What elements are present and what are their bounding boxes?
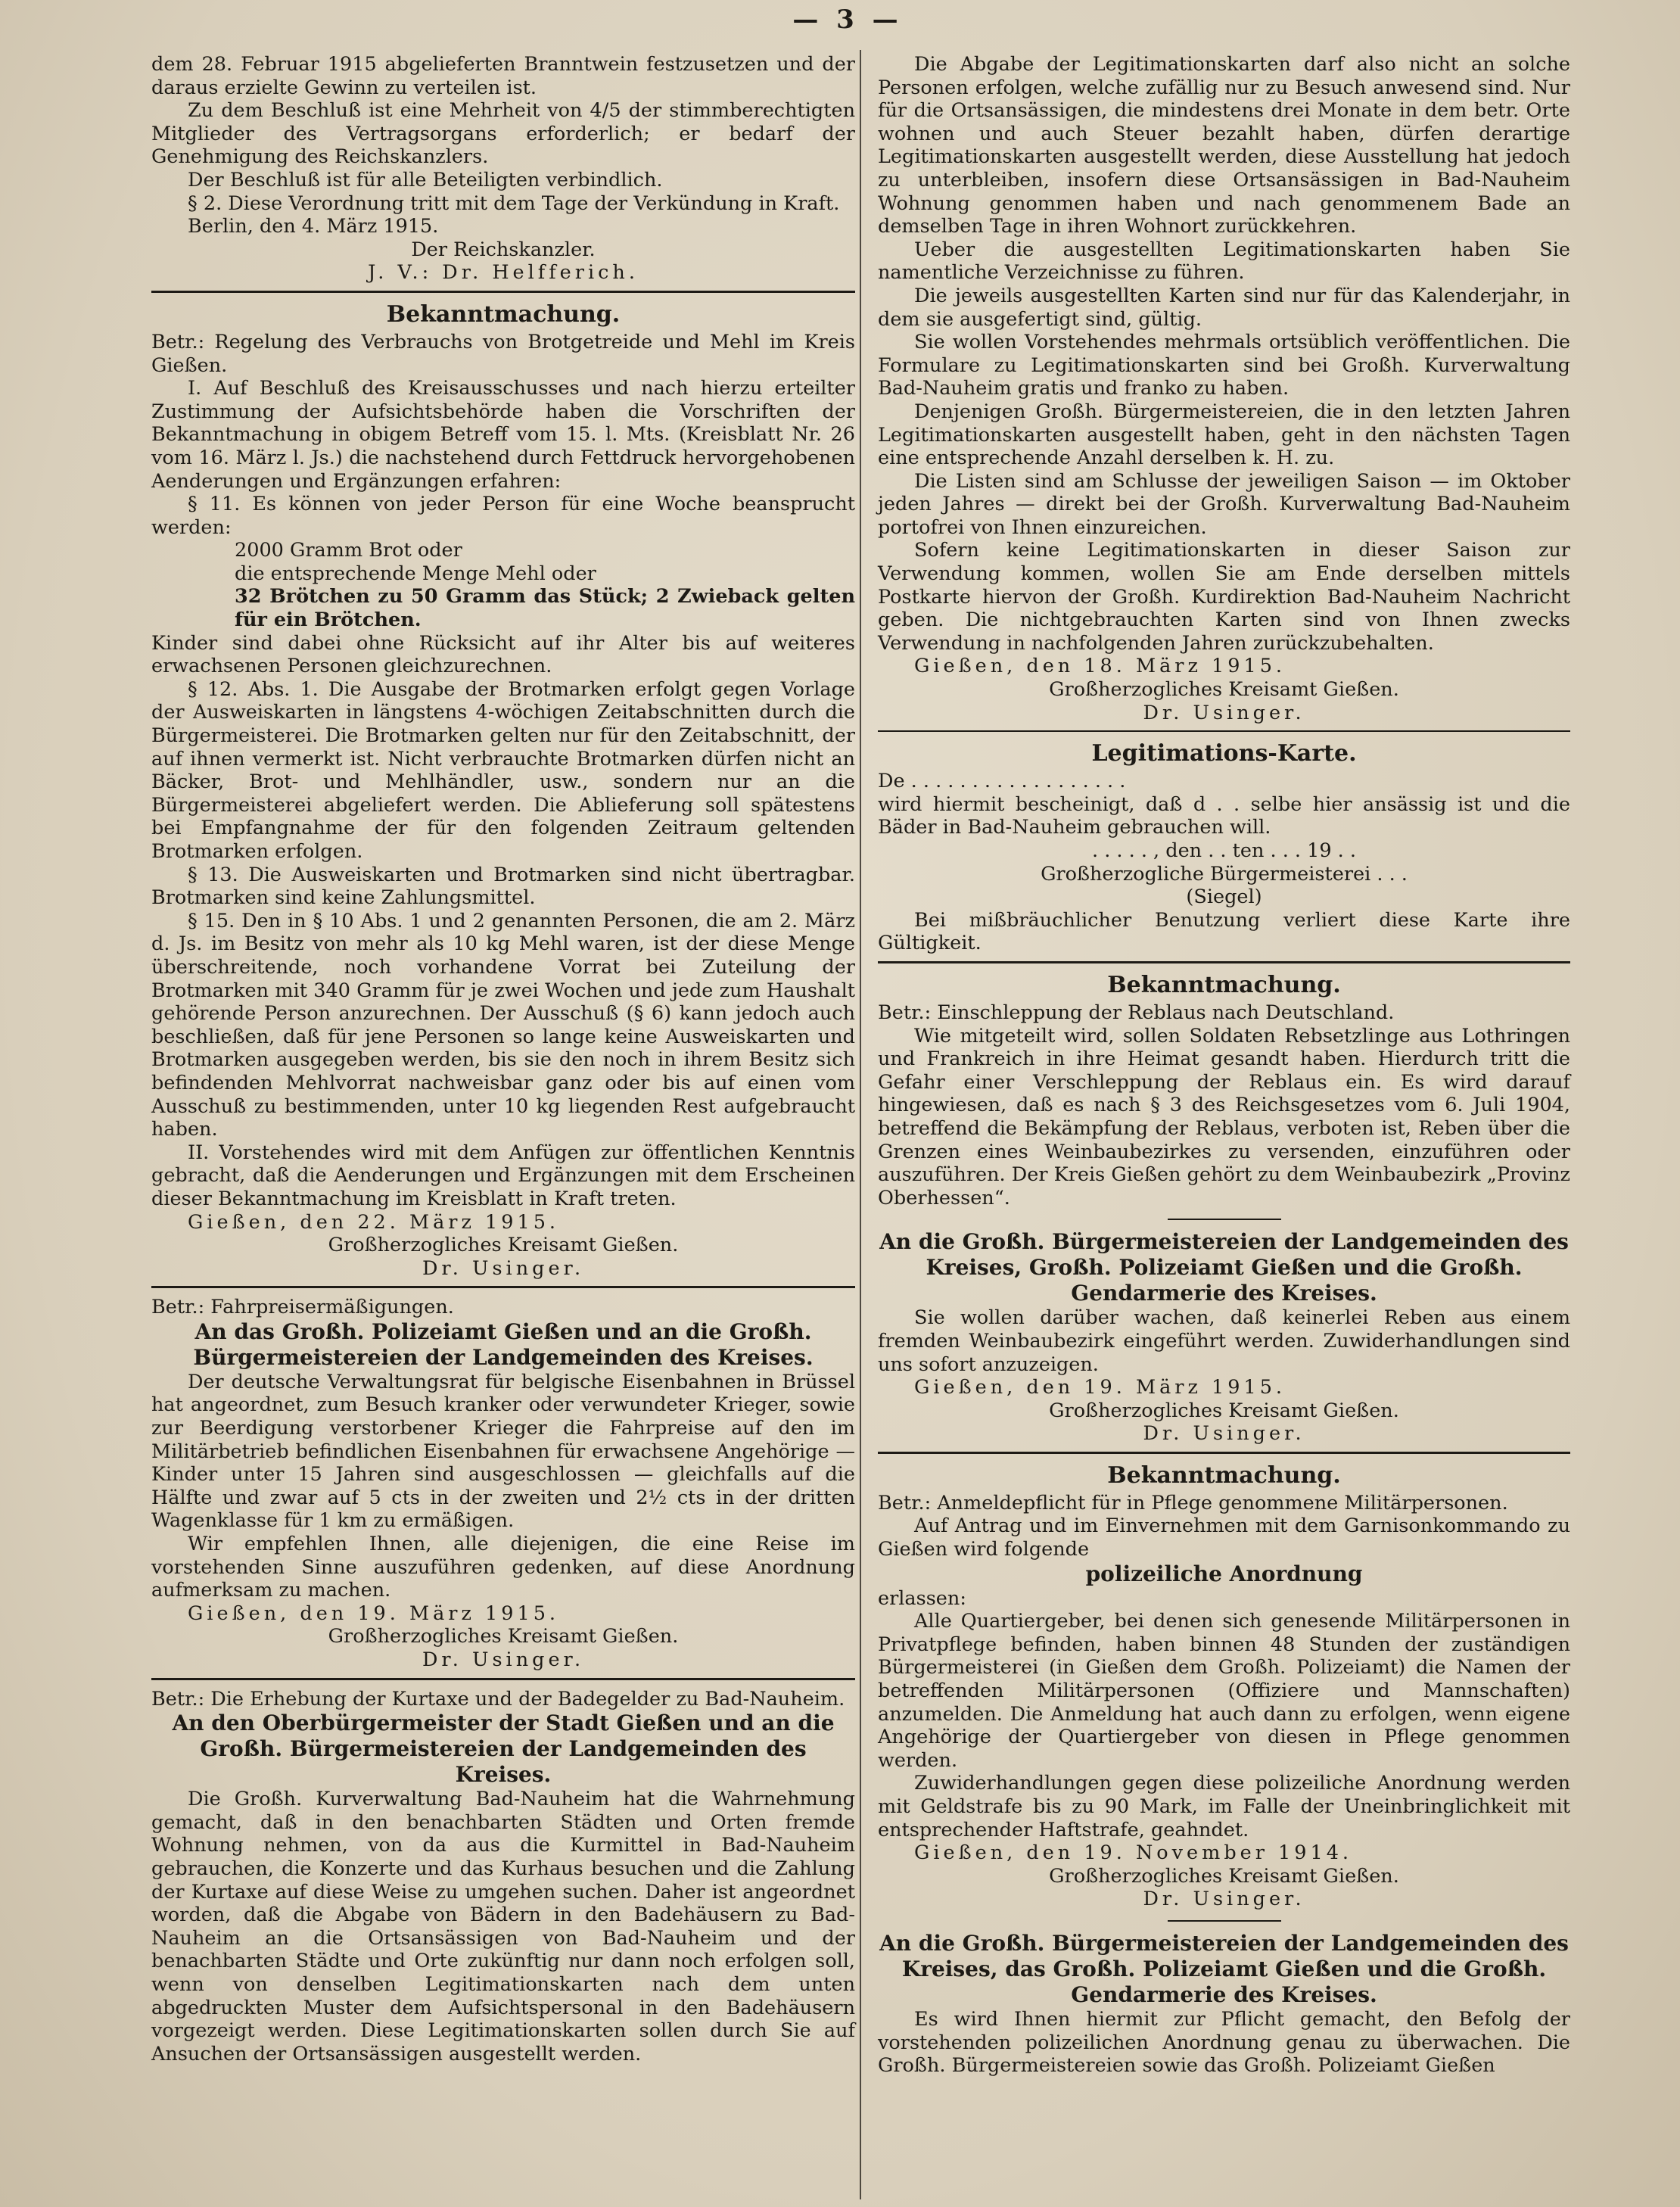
announcement-text: Der deutsche Verwaltungsrat für belgische Eisenbahnen in Brüssel hat angeordnet, zum Besuch kranker oder verwundeter Krieger, sowie zur Beerdigung verstorbener Krieger die Fahrpreise auf den im Militärbetrieb befindlichen Eisenbahnen für erwachsene Angehörige — Kinder unter 15 Jahren sind ausgeschlossen — gleichfalls auf die Hälfte und zwar auf 5 cts in der zweiten und 2½ cts in der dritten Wagenklasse für 1 km zu ermäßigen. — [151, 1370, 855, 1533]
signature-name: Dr. Usinger. — [422, 1256, 585, 1280]
ration-line: die entsprechende Menge Mehl oder — [235, 562, 596, 585]
card-line: Großherzogliche Bürgermeisterei . . . — [1041, 862, 1408, 886]
place-date: Gießen, den 22. März 1915. — [188, 1210, 560, 1234]
ration-line: 32 Brötchen zu 50 Gramm das Stück; 2 Zwieback gelten für ein Brötchen. — [235, 585, 855, 632]
addressee-heading: An den Oberbürgermeister der Stadt Gießen und an die Großh. Bürgermeistereien der Landgemeinden des Kreises. — [172, 1711, 835, 1788]
section-rule — [878, 1452, 1570, 1454]
announcement-text: Wie mitgeteilt wird, sollen Soldaten Rebsetzlinge aus Lothringen und Frankreich in ihre Heimat gesandt haben. Hierdurch tritt die Gefahr einer Verschleppung der Reblaus ein. Es wird darauf hingewiesen, daß es nach § 3 des Reichsgesetzes vom 6. Juli 1904, betreffend die Bekämpfung der Reblaus, verboten ist, Reben über die Grenzen eines Weinbaubezirkes zu versenden, einzuführen oder auszuführen. Der Kreis Gießen gehört zu dem Weinbaubezirk „Provinz Oberhessen“. — [878, 1024, 1570, 1209]
column-divider — [860, 50, 861, 2199]
signature-office: Großherzogliches Kreisamt Gießen. — [1049, 1399, 1399, 1422]
announcement-text: Alle Quartiergeber, bei denen sich genesende Militärpersonen in Privatpflege befinden, haben binnen 48 Stunden der zuständigen Bürgermeisterei (in Gießen dem Großh. Polizeiamt) die Namen der betreffenden Militärpersonen (Offiziere und Mannschaften) anzumelden. Die Anmeldung hat auch dann zu erfolgen, wenn eigene Angehörige der Quartiergeber von diesen in Pflege genommen werden. — [878, 1610, 1570, 1772]
card-line: wird hiermit bescheinigt, daß d . . selbe hier ansässig ist und die Bäder in Bad-Nauheim gebrauchen will. — [878, 792, 1570, 839]
signature-office: Großherzogliches Kreisamt Gießen. — [1049, 1864, 1399, 1888]
announcement-text: § 13. Die Ausweiskarten und Brotmarken sind nicht übertragbar. Brotmarken sind keine Zahlungsmittel. — [151, 863, 855, 910]
announcement-text: Denjenigen Großh. Bürgermeistereien, die in den letzten Jahren Legitimationskarten ausgestellt haben, geht in den nächsten Tagen eine entsprechende Anzahl derselben k. H. zu. — [878, 400, 1570, 470]
announcement-subject: Betr.: Regelung des Verbrauchs von Brotgetreide und Mehl im Kreis Gießen. — [151, 330, 855, 377]
announcement-subject: Betr.: Die Erhebung der Kurtaxe und der Badegelder zu Bad-Nauheim. — [151, 1687, 845, 1711]
card-heading: Legitimations-Karte. — [1091, 740, 1357, 767]
section-rule — [151, 291, 855, 293]
announcement-text: Sofern keine Legitimationskarten in dieser Saison zur Verwendung kommen, wollen Sie am Ende derselben mittels Postkarte hiervon der Großh. Kurdirektion Bad-Nauheim Nachricht geben. Die nichtgebrauchten Karten sind von Ihnen zwecks Verwendung in nachfolgenden Jahren zurückzubehalten. — [878, 539, 1570, 655]
announcement-text: § 11. Es können von jeder Person für eine Woche beansprucht werden: — [151, 493, 855, 539]
signature-name: Dr. Usinger. — [422, 1648, 585, 1671]
signature-name: Dr. Usinger. — [1143, 701, 1305, 724]
place-date: Gießen, den 19. März 1915. — [188, 1602, 560, 1625]
short-rule — [1168, 1219, 1281, 1220]
page-number: — 3 — — [792, 5, 903, 35]
opening-text-3: Der Beschluß ist für alle Beteiligten verbindlich. — [188, 168, 663, 191]
announcement-text: § 15. Den in § 10 Abs. 1 und 2 genannten Personen, die am 2. März d. Js. im Besitz von mehr als 10 kg Mehl waren, ist der diese Menge überschreitende, noch vorhandene Vorrat bei Zuteilung der Brotmarken mit 340 Gramm für je zwei Wochen und jede zum Haushalt gehörende Person anzurechnen. Der Ausschuß (§ 6) kann jedoch auch beschließen, daß für jene Personen so lange keine Ausweiskarten und Brotmarken ausgegeben werden, bis sie den noch in ihrem Besitz sich befindenden Mehlvorrat nachweisbar ganz oder bis auf einen vom Ausschuß zu bestimmenden, unter 10 kg liegenden Rest aufgebraucht haben. — [151, 909, 855, 1141]
announcement-text: erlassen: — [878, 1586, 966, 1610]
announcement-text: § 12. Abs. 1. Die Ausgabe der Brotmarken erfolgt gegen Vorlage der Ausweiskarten in längstens 4-wöchigen Zeitabschnitten durch die Bürgermeisterei. Die Brotmarken gelten nur für den Zeitabschnitt, der auf ihnen vermerkt ist. Nicht verbrauchte Brotmarken dürfen nicht an Bäcker, Brot- und Mehlhändler, usw., sondern nur an die Bürgermeisterei abgeliefert werden. Die Ablieferung soll spätestens bei Empfangnahme der für den folgenden Zeitraum geltenden Brotmarken erfolgen. — [151, 677, 855, 863]
signature-office: Großherzogliches Kreisamt Gießen. — [328, 1234, 679, 1257]
place-date: Gießen, den 19. März 1915. — [914, 1376, 1286, 1399]
announcement-text: Wir empfehlen Ihnen, alle diejenigen, die eine Reise im vorstehenden Sinne auszuführen gedenken, auf diese Anordnung aufmerksam zu machen. — [151, 1533, 855, 1602]
announcement-subject: Betr.: Fahrpreisermäßigungen. — [151, 1296, 454, 1319]
announcement-text: Es wird Ihnen hiermit zur Pflicht gemacht, den Befolg der vorstehenden polizeilichen Anordnung genau zu überwachen. Die Großh. Bürgermeistereien sowie das Großh. Polizeiamt Gießen — [878, 2007, 1570, 2078]
opening-text-1: dem 28. Februar 1915 abgelieferten Branntwein festzusetzen und der daraus erzielte Gewinn zu verteilen ist. — [151, 53, 855, 99]
opening-signature-title: Der Reichskanzler. — [411, 238, 596, 261]
ration-line: 2000 Gramm Brot oder — [235, 539, 462, 562]
announcement-text: Kinder sind dabei ohne Rücksicht auf ihr Alter bis auf weiteres erwachsenen Personen gleichzurechnen. — [151, 631, 855, 678]
opening-text-4: § 2. Diese Verordnung tritt mit dem Tage der Verkündung in Kraft. — [188, 191, 840, 215]
signature-name: Dr. Usinger. — [1143, 1888, 1305, 1911]
left-column — [151, 53, 855, 2065]
ordinance-heading: polizeiliche Anordnung — [1085, 1561, 1363, 1586]
announcement-text: Sie wollen darüber wachen, daß keinerlei Reben aus einem fremden Weinbaubezirk eingeführt werden. Zuwiderhandlungen sind uns sofort anzuzeigen. — [878, 1306, 1570, 1376]
right-column — [878, 53, 1570, 2078]
signature-name: Dr. Usinger. — [1143, 1422, 1305, 1446]
addressee-heading: An die Großh. Bürgermeistereien der Landgemeinden des Kreises, Großh. Polizeiamt Gießen und die Großh. Gendarmerie des Kreises. — [879, 1229, 1569, 1306]
short-rule — [1168, 1920, 1281, 1922]
announcement-subject: Betr.: Anmeldepflicht für in Pflege genommene Militärpersonen. — [878, 1491, 1508, 1514]
signature-office: Großherzogliches Kreisamt Gießen. — [1049, 678, 1399, 702]
announcement-heading: Bekanntmachung. — [1107, 971, 1341, 998]
card-line: . . . . . , den . . ten . . . 19 . . — [1091, 839, 1356, 862]
opening-place-date: Berlin, den 4. März 1915. — [188, 215, 439, 238]
place-date: Gießen, den 19. November 1914. — [914, 1841, 1353, 1865]
section-rule — [878, 961, 1570, 963]
announcement-heading: Bekanntmachung. — [386, 300, 621, 328]
announcement-text: Ueber die ausgestellten Legitimationskarten haben Sie namentliche Verzeichnisse zu führen. — [878, 238, 1570, 285]
announcement-text: I. Auf Beschluß des Kreisausschusses und nach hierzu erteilter Zustimmung der Aufsichtsbehörde haben die Vorschriften der Bekanntmachung in obigem Betreff vom 15. l. Mts. (Kreisblatt Nr. 26 vom 16. März l. Js.) die nachstehend durch Fettdruck hervorgehobenen Aenderungen und Ergänzungen erfahren: — [151, 377, 855, 493]
announcement-subject: Betr.: Einschleppung der Reblaus nach Deutschland. — [878, 1001, 1395, 1024]
announcement-text: Die jeweils ausgestellten Karten sind nur für das Kalenderjahr, in dem sie ausgefertigt sind, gültig. — [878, 284, 1570, 331]
place-date: Gießen, den 18. März 1915. — [914, 655, 1286, 678]
announcement-text: Zuwiderhandlungen gegen diese polizeiliche Anordnung werden mit Geldstrafe bis zu 90 Mark, im Falle der Uneinbringlichkeit mit entsprechender Haftstrafe, geahndet. — [878, 1772, 1570, 1841]
section-rule — [878, 730, 1570, 732]
addressee-heading: An das Großh. Polizeiamt Gießen und an die Großh. Bürgermeistereien der Landgemeinden des Kreises. — [193, 1318, 814, 1370]
announcement-text: Auf Antrag und im Einvernehmen mit dem Garnisonkommando zu Gießen wird folgende — [878, 1514, 1570, 1561]
addressee-heading: An die Großh. Bürgermeistereien der Landgemeinden des Kreises, das Großh. Polizeiamt Gießen und die Großh. Gendarmerie des Kreises. — [879, 1930, 1569, 2007]
announcement-heading: Bekanntmachung. — [1107, 1461, 1341, 1489]
section-rule — [151, 1286, 855, 1288]
card-line: Bei mißbräuchlicher Benutzung verliert diese Karte ihre Gültigkeit. — [878, 908, 1570, 955]
card-line: De . . . . . . . . . . . . . . . . . . — [878, 770, 1126, 793]
signature-office: Großherzogliches Kreisamt Gießen. — [328, 1625, 679, 1648]
opening-text-2: Zu dem Beschluß ist eine Mehrheit von 4/5 der stimmberechtigten Mitglieder des Vertragsorgans erforderlich; er bedarf der Genehmigung des Reichskanzlers. — [151, 99, 855, 169]
announcement-text: Die Abgabe der Legitimationskarten darf also nicht an solche Personen erfolgen, welche zufällig nur zu Besuch anwesend sind. Nur für die Ortsansässigen, die mindestens drei Monate in dem betr. Orte wohnen und auch Steuer bezahlt haben, dürfen derartige Legitimationskarten ausgestellt werden, diese Ausstellung hat jedoch zu unterbleiben, insofern diese Ortsansässigen in Bad-Nauheim Wohnung genommen haben und nach genommenem Bade an demselben Tage in ihren Wohnort zurückkehren. — [878, 53, 1570, 238]
announcement-text: II. Vorstehendes wird mit dem Anfügen zur öffentlichen Kenntnis gebracht, daß die Aenderungen und Ergänzungen mit dem Erscheinen dieser Bekanntmachung im Kreisblatt in Kraft treten. — [151, 1141, 855, 1210]
opening-signature-name: J. V.: Dr. Helfferich. — [368, 261, 639, 285]
section-rule — [151, 1678, 855, 1680]
announcement-text: Sie wollen Vorstehendes mehrmals ortsüblich veröffentlichen. Die Formulare zu Legitimationskarten sind bei Großh. Kurverwaltung Bad-Nauheim gratis und franko zu haben. — [878, 331, 1570, 400]
announcement-text: Die Listen sind am Schlusse der jeweiligen Saison — im Oktober jeden Jahres — direkt bei der Großh. Kurverwaltung Bad-Nauheim portofrei von Ihnen einzureichen. — [878, 469, 1570, 539]
announcement-text: Die Großh. Kurverwaltung Bad-Nauheim hat die Wahrnehmung gemacht, daß in den benachbarten Städten und Orten fremde Wohnung nehmen, von da aus die Kurmittel in Bad-Nauheim gebrauchen, die Konzerte und das Kurhaus besuchen und die Zahlung der Kurtaxe auf diese Weise zu umgehen suchen. Daher ist angeordnet worden, daß die Abgabe von Bädern in den Badehäusern zu Bad-Nauheim an die Ortsansässigen von Bad-Nauheim und der benachbarten Städte und Orte zukünftig nur dann noch erfolgen soll, wenn von denselben Legitimationskarten nach dem unten abgedruckten Muster dem Aufsichtspersonal in den Badehäusern vorgezeigt werden. Diese Legitimationskarten sollen durch Sie auf Ansuchen der Ortsansässigen ausgestellt werden. — [151, 1788, 855, 2065]
card-seal: (Siegel) — [1186, 886, 1262, 909]
